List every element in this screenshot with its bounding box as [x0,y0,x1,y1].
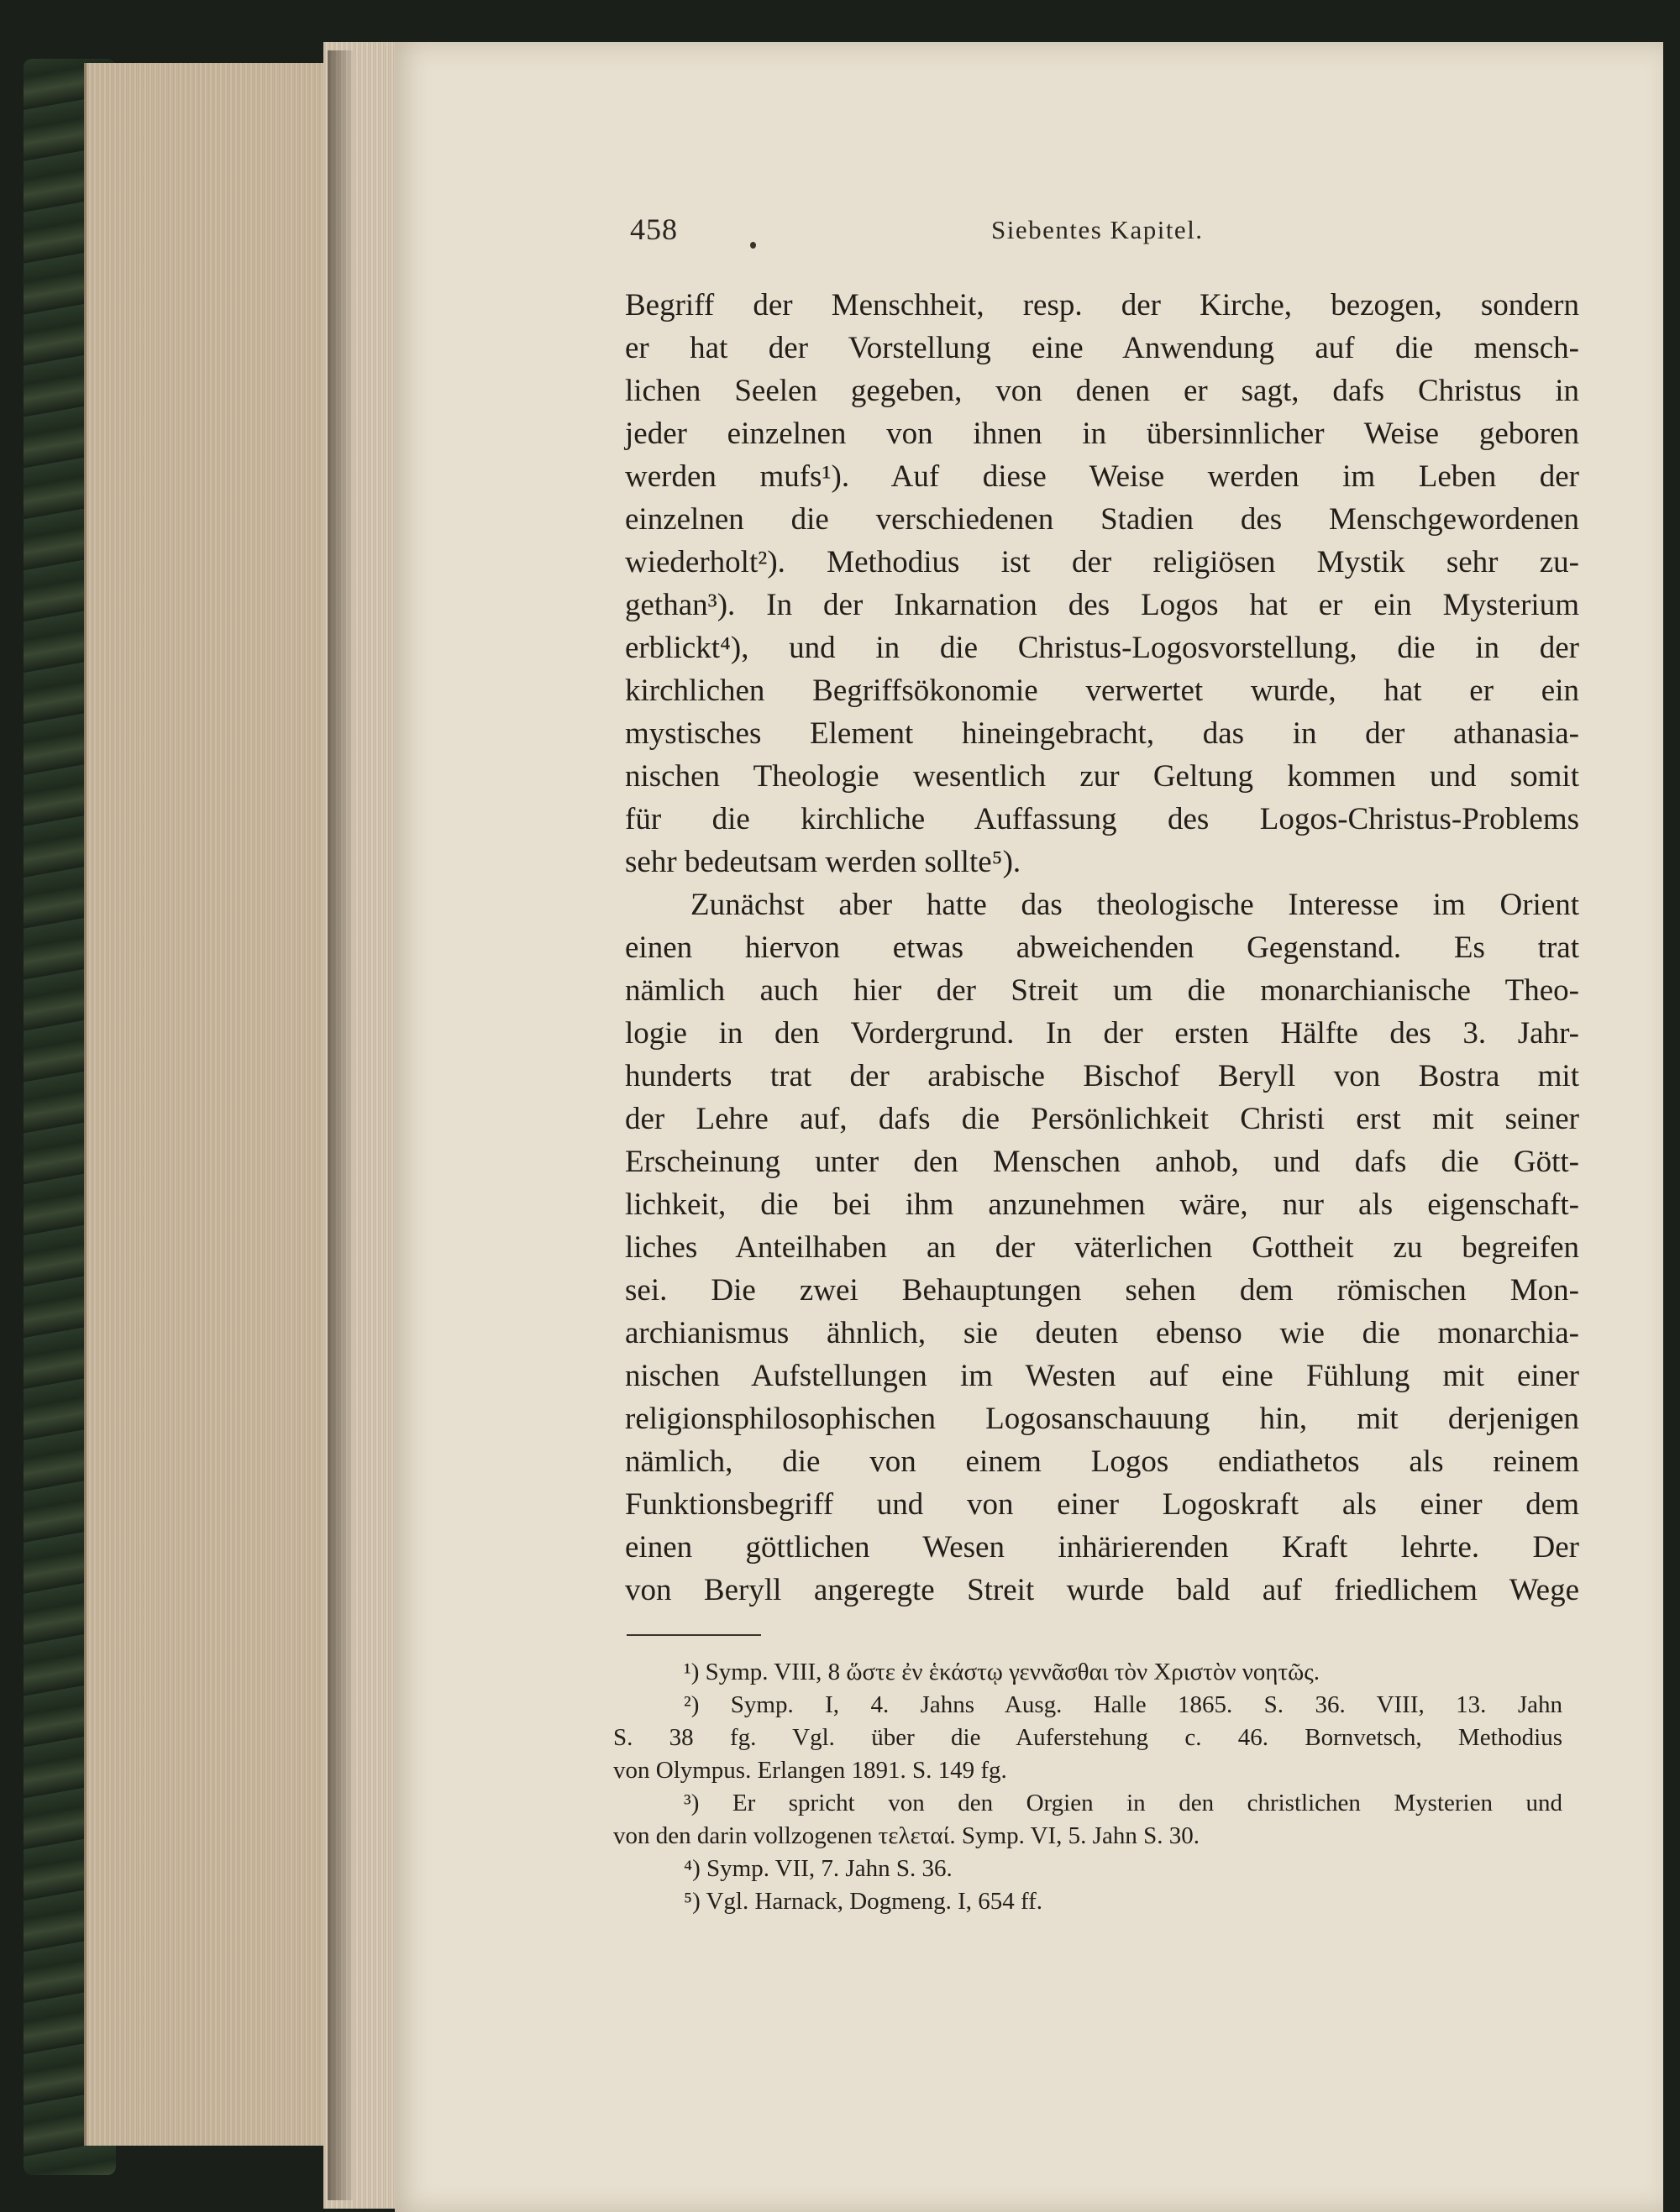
footnote-line: S. 38 fg. Vgl. über die Auferstehung c. 46. Bornvetsch, Methodius [613,1724,1562,1751]
text-line: Begriff der Menschheit, resp. der Kirche, bezogen, sondern [625,288,1579,322]
page-number: 458 [630,212,678,246]
ink-speck [750,242,756,249]
binding-gutter [328,50,353,2200]
footnote-rule [627,1634,761,1636]
body-text [625,284,1579,1612]
text-line: liches Anteilhaben an der väterlichen Gottheit zu begreifen [625,1230,1579,1265]
footnote-line: von Olympus. Erlangen 1891. S. 149 fg. [613,1757,1007,1784]
page-block-left [84,63,330,2146]
text-line: jeder einzelnen von ihnen in übersinnlicher Weise geboren [625,417,1579,451]
footnotes [613,1656,1562,1918]
footnote-line: ⁴) Symp. VII, 7. Jahn S. 36. [684,1855,953,1882]
text-line: lichen Seelen gegeben, von denen er sagt, dafs Christus in [625,374,1579,408]
text-line: lichkeit, die bei ihm anzunehmen wäre, nur als eigenschaft- [625,1187,1579,1222]
text-line: nämlich auch hier der Streit um die monarchianische Theo- [625,973,1579,1008]
text-line: Erscheinung unter den Menschen anhob, und dafs die Gött- [625,1145,1579,1179]
page-header [630,212,1579,262]
text-line: nischen Theologie wesentlich zur Geltung kommen und somit [625,759,1579,794]
text-line: erblickt⁴), und in die Christus-Logosvorstellung, die in der [625,631,1579,665]
text-line: einzelnen die verschiedenen Stadien des Menschgewordenen [625,502,1579,537]
text-line: religionsphilosophischen Logosanschauung hin, mit derjenigen [625,1402,1579,1436]
text-line: logie in den Vordergrund. In der ersten Hälfte des 3. Jahr- [625,1016,1579,1051]
text-line: hunderts trat der arabische Bischof Beryll von Bostra mit [625,1059,1579,1093]
text-line: nämlich, die von einem Logos endiathetos als reinem [625,1444,1579,1479]
text-line: einen göttlichen Wesen inhärierenden Kraft lehrte. Der [625,1530,1579,1565]
paragraph-start-line: Zunächst aber hatte das theologische Interesse im Orient [690,888,1579,922]
text-line: Funktionsbegriff und von einer Logoskraft als einer dem [625,1487,1579,1522]
footnote-line: ⁵) Vgl. Harnack, Dogmeng. I, 654 ff. [684,1888,1043,1915]
running-head: Siebentes Kapitel. [991,215,1204,244]
footnote-line: ³) Er spricht von den Orgien in den christlichen Mysterien und [684,1790,1562,1816]
text-line: nischen Aufstellungen im Westen auf eine Fühlung mit einer [625,1359,1579,1393]
footnote-line: von den darin vollzogenen τελεταί. Symp. VI, 5. Jahn S. 30. [613,1822,1200,1849]
text-line: werden mufs¹). Auf diese Weise werden im Leben der [625,459,1579,494]
text-line: er hat der Vorstellung eine Anwendung auf die mensch- [625,331,1579,365]
text-line: einen hiervon etwas abweichenden Gegenstand. Es trat [625,930,1579,965]
text-line: für die kirchliche Auffassung des Logos-Christus-Problems [625,802,1579,836]
text-line: gethan³). In der Inkarnation des Logos hat er ein Mysterium [625,588,1579,622]
footnote-line: ¹) Symp. VIII, 8 ὥστε ἐν ἑκάστῳ γεννᾶσθαι τὸν Χριστὸν νοητῶς. [684,1659,1320,1685]
footnote-line: ²) Symp. I, 4. Jahns Ausg. Halle 1865. S. 36. VIII, 13. Jahn [684,1691,1562,1718]
text-line: sehr bedeutsam werden sollte⁵). [625,845,1021,879]
text-line: von Beryll angeregte Streit wurde bald auf friedlichem Wege [625,1573,1579,1607]
text-line: kirchlichen Begriffsökonomie verwertet wurde, hat er ein [625,674,1579,708]
text-line: wiederholt²). Methodius ist der religiösen Mystik sehr zu- [625,545,1579,579]
text-line: archianismus ähnlich, sie deuten ebenso wie die monarchia- [625,1316,1579,1350]
text-line: der Lehre auf, dafs die Persönlichkeit Christi erst mit seiner [625,1102,1579,1136]
text-line: sei. Die zwei Behauptungen sehen dem römischen Mon- [625,1273,1579,1308]
text-line: mystisches Element hineingebracht, das in der athanasia- [625,716,1579,751]
